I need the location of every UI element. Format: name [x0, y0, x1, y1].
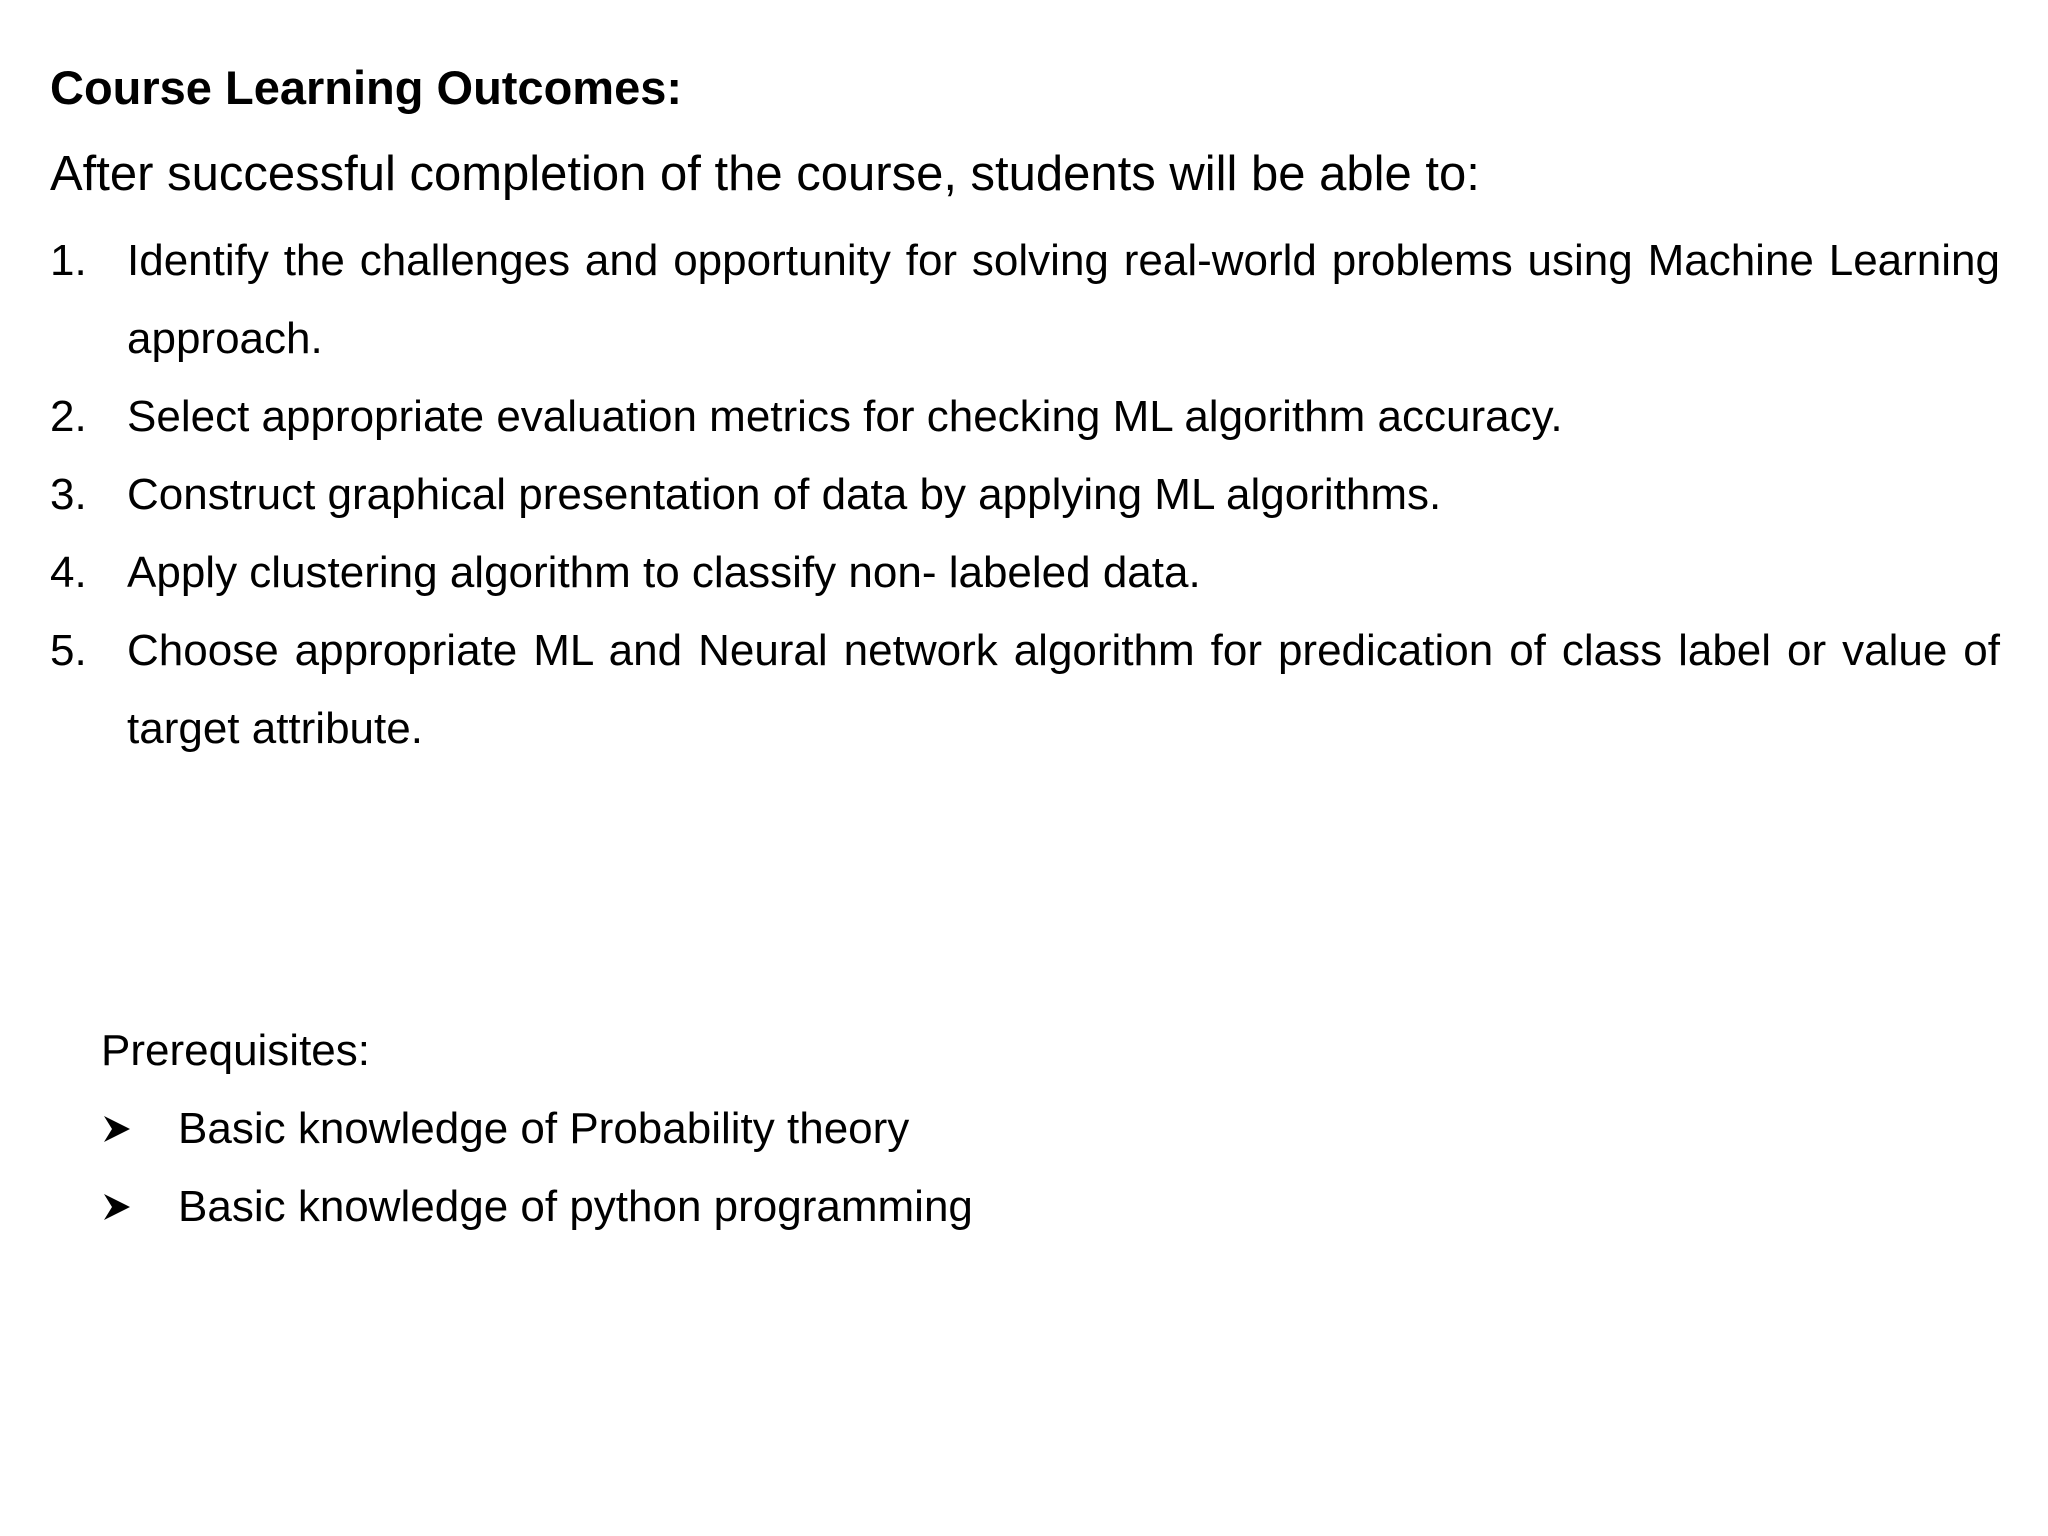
page-title: Course Learning Outcomes:	[50, 61, 682, 114]
outcome-number: 3.	[50, 470, 87, 519]
outcome-number: 2.	[50, 392, 87, 441]
outcomes-list	[50, 222, 2000, 768]
outcome-item-3	[50, 456, 2000, 534]
arrowhead-bullet-icon	[101, 1168, 178, 1246]
outcome-text: Identify the challenges and opportunity for solving real-world problems using Machine Learning approach.	[127, 236, 2000, 363]
outcome-text: Apply clustering algorithm to classify non- labeled data.	[127, 548, 1201, 597]
outcome-number: 4.	[50, 548, 87, 597]
outcome-item-5	[50, 612, 2000, 768]
prerequisite-item-2	[101, 1168, 973, 1246]
outcome-number: 1.	[50, 236, 87, 285]
outcome-item-2	[50, 378, 2000, 456]
outcome-number: 5.	[50, 626, 87, 675]
outcome-text: Choose appropriate ML and Neural network algorithm for predication of class label or value of target attribute.	[127, 626, 2000, 753]
prerequisite-text: Basic knowledge of python programming	[178, 1182, 973, 1231]
prerequisites-list	[101, 1090, 973, 1246]
arrowhead-bullet-icon	[101, 1090, 178, 1168]
outcome-item-4	[50, 534, 2000, 612]
prerequisites-title: Prerequisites:	[101, 1026, 371, 1075]
prerequisite-text: Basic knowledge of Probability theory	[178, 1104, 910, 1153]
outcome-text: Construct graphical presentation of data by applying ML algorithms.	[127, 470, 1442, 519]
outcome-text: Select appropriate evaluation metrics for checking ML algorithm accuracy.	[127, 392, 1563, 441]
prerequisite-item-1	[101, 1090, 973, 1168]
outcome-item-1	[50, 222, 2000, 378]
intro-text: After successful completion of the course, students will be able to:	[50, 147, 1480, 201]
